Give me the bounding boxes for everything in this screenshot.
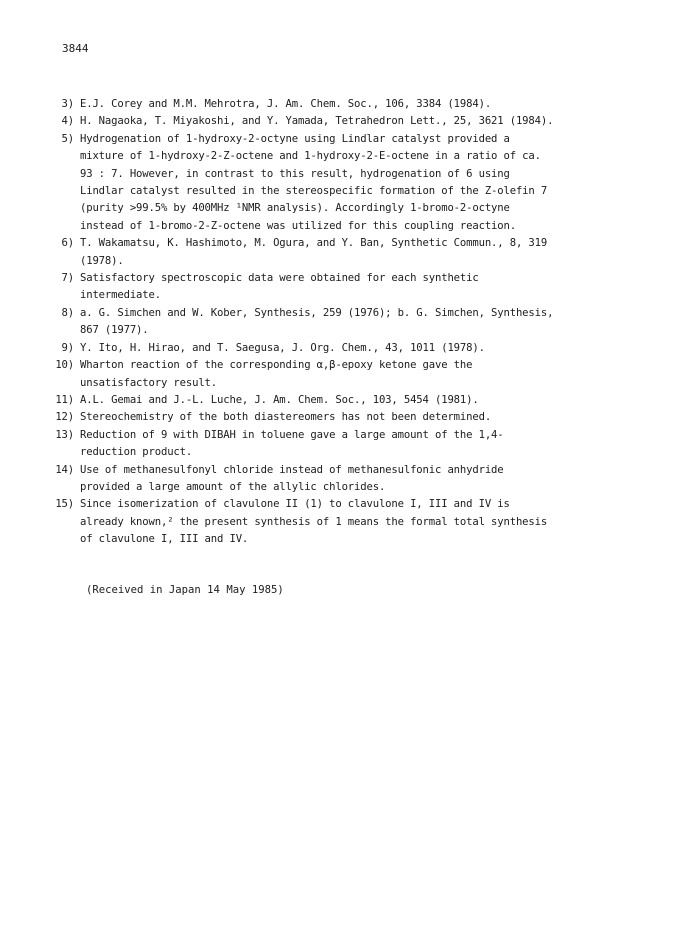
reference-number: 13) — [55, 428, 74, 441]
reference-text: E.J. Corey and M.M. Mehrotra, J. Am. Chem. Soc., 106, 3384 (1984). — [80, 98, 492, 110]
reference-item — [48, 462, 648, 497]
reference-item — [48, 235, 648, 270]
page-number: 3844 — [62, 42, 89, 55]
reference-item — [48, 392, 648, 409]
reference-number: 5) — [61, 132, 74, 145]
reference-text: Stereochemistry of the both diastereomers has not been determined. — [80, 411, 492, 424]
reference-number: 14) — [55, 463, 74, 476]
reference-number: 7) — [61, 272, 74, 285]
reference-item — [48, 96, 648, 113]
reference-item — [48, 357, 648, 392]
reference-text: a. G. Simchen and W. Kober, Synthesis, 259 (1976); b. G. Simchen, Synthesis, 867 (1977). — [80, 306, 554, 337]
reference-text: T. Wakamatsu, K. Hashimoto, M. Ogura, and Y. Ban, Synthetic Commun., 8, 319 (1978). — [80, 237, 548, 267]
reference-item — [48, 409, 648, 426]
reference-text: H. Nagaoka, T. Miyakoshi, and Y. Yamada, Tetrahedron Lett., 25, 3621 (1984). — [80, 115, 554, 128]
reference-number: 11) — [55, 393, 74, 406]
reference-item — [48, 340, 648, 357]
reference-number: 9) — [61, 341, 74, 354]
reference-text: Since isomerization of clavulone II (1) to clavulone I, III and IV is already known,² the present synthesis of 1 means the formal total synthesis of clavulone I, III and IV. — [80, 498, 548, 546]
reference-number: 8) — [61, 306, 74, 319]
reference-number: 12) — [55, 411, 74, 424]
reference-item — [48, 113, 648, 130]
reference-item — [48, 131, 648, 235]
reference-text: Use of methanesulfonyl chloride instead of methanesulfonic anhydride provided a large amount of the allylic chlorides. — [80, 463, 504, 493]
reference-list — [48, 96, 648, 549]
received-date: (Received in Japan 14 May 1985) — [86, 584, 284, 596]
reference-text: Satisfactory spectroscopic data were obtained for each synthetic intermediate. — [80, 272, 479, 302]
reference-text: A.L. Gemai and J.-L. Luche, J. Am. Chem. Soc., 103, 5454 (1981). — [80, 393, 479, 406]
reference-number: 4) — [61, 115, 74, 128]
reference-item — [48, 427, 648, 462]
reference-text: Wharton reaction of the corresponding α,β-epoxy ketone gave the unsatisfactory result. — [80, 359, 473, 389]
reference-number: 6) — [61, 237, 74, 250]
reference-number: 15) — [55, 498, 74, 511]
reference-text: Hydrogenation of 1-hydroxy-2-octyne using Lindlar catalyst provided a mixture of 1-hydroxy-2-Z-octene and 1-hydroxy-2-E-octene in a ratio of ca. 93 : 7. However, in contrast to this result, hydrogenation of 6 using Lindlar catalyst resulted in the stereospecific formation of the Z-olefin 7 (purity >99.5% by 400MHz ¹NMR analysis). Accordingly 1-bromo-2-octyne instead of 1-bromo-2-Z-octene was utilized for this coupling reaction. — [80, 132, 548, 232]
reference-number: 10) — [55, 359, 74, 372]
reference-item — [48, 305, 648, 340]
reference-text: Reduction of 9 with DIBAH in toluene gave a large amount of the 1,4- reduction product. — [80, 428, 504, 459]
reference-text: Y. Ito, H. Hirao, and T. Saegusa, J. Org. Chem., 43, 1011 (1978). — [80, 341, 485, 354]
reference-item — [48, 496, 648, 548]
reference-number: 3) — [61, 98, 74, 110]
reference-item — [48, 270, 648, 305]
